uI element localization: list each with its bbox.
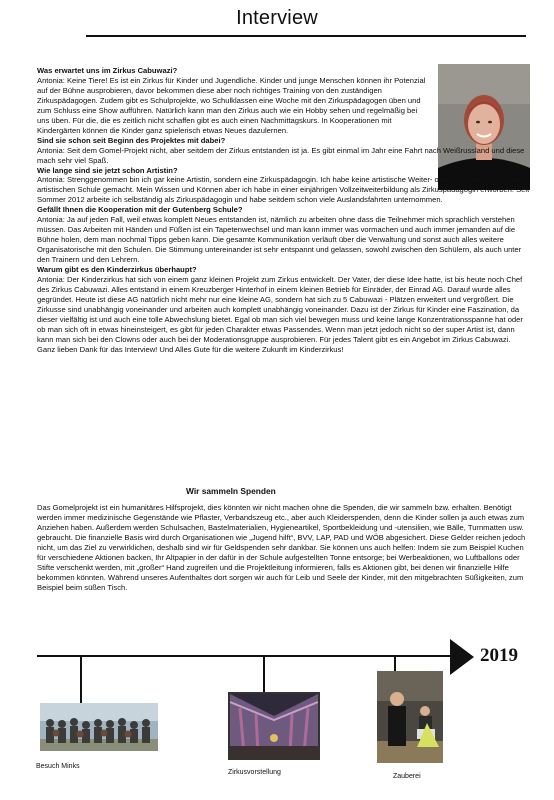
- qa-section: [37, 205, 531, 265]
- timeline-connector: [394, 657, 396, 671]
- question-heading: Wie lange sind sie jetzt schon Artistin?: [37, 165, 178, 175]
- qa-section: [37, 265, 531, 355]
- photo-besuch-minks: [40, 703, 158, 751]
- donations-text: Das Gomelprojekt ist ein humanitäres Hilfsprojekt, dies könnten wir nicht machen ohne die Spenden, die wir sammeln bzw. erhalten. Benötigt werden immer medizinische Gegenstände wie Pflaster, Verbandszeug etc., aber auch Kleiderspenden, denn die Kinder sollen ja auch etwas zum Anziehen haben. Außerdem werden Schulsachen, Bastelmaterialien, Hygieneartikel, Sportbekleidung und -utensilien, wie Bälle, Turnmatten usw. gebraucht. Die finanzielle Basis wird durch Organisationen wie „Jugend hilft“, BVV, LAP, PAD und WÖB abgesichert. Diese Gelder reichen jedoch nicht, um das Ziel zu verwirklichen, deshalb sind wir für Geldspenden sehr dankbar. Sie können uns auch helfen: Indem sie zum Beispiel Kuchen für verschiedene Aktionen backen, Ihr Altpapier in der dafür in der Schule aufgestellten Tonne entsorge; bei Werbeaktionen, wo Luftballons oder Stifte verschenkt werden, mit „großer“ Hand zugreifen und die Projektleitung informieren, falls es Aktionen gibt, bei denen wir finanzielle Hilfe bekommen könnten. Während unseres Aufenthaltes dort sorgen wir auch für Leib und Seele der Kinder, mit den mitgebrachten Süßigkeiten, zum Beispiel beim süßen Tisch.: [37, 503, 526, 592]
- question-heading: Was erwartet uns im Zirkus Cabuwazi?: [37, 66, 178, 75]
- photo-zirkusvorstellung: [228, 692, 320, 760]
- photo-zauberei: [377, 671, 443, 763]
- question-heading: Warum gibt es den Kinderzirkus überhaupt?: [37, 265, 197, 275]
- donations-heading: Wir sammeln Spenden: [186, 486, 276, 496]
- qa-section: [37, 66, 427, 136]
- title-underline: [86, 35, 526, 37]
- answer-text: Antonia: Seit dem Gomel-Projekt nicht, aber seitdem der Zirkus entstanden ist ja. Es gibt einmal im Jahr eine Fahrt nach Weißrussland und diese mach sehr viel Spaß.: [37, 145, 525, 165]
- caption-zirkusvorstellung: Zirkusvorstellung: [228, 769, 281, 776]
- answer-text: Antonia: Keine Tiere! Es ist ein Zirkus für Kinder und Jugendliche. Kinder und junge Menschen können ihr Potenzial auf der Bühne ausprobieren, davor bekommen diese aber noch richtiges Training von den zuständigen Zirkuspädagogen. Zudem gibt es Schulprojekte, wo Schulklassen eine Woche mit den Zirkuspädagogen üben und zum Schluss eine Show aufführen. Natürlich kann man den Zirkus auch wie ein Hobby sehen und regelmäßig bei uns üben. Für die, die es zeitlich nicht schaffen gibt es auch einen Nachmittagskurs. In Kooperationen mit Kindergärten können die Kinder ganz spielerisch etwas Neues dazulernen.: [37, 75, 426, 135]
- timeline-connector: [80, 657, 82, 704]
- question-heading: Sind sie schon seit Beginn des Projektes mit dabei?: [37, 135, 226, 145]
- question-heading: Gefällt Ihnen die Kooperation mit der Gutenberg Schule?: [37, 205, 243, 215]
- caption-zauberei: Zauberei: [393, 773, 421, 780]
- qa-section: [37, 136, 531, 166]
- answer-text: Antonia: Der Kinderzirkus hat sich von einem ganz kleinen Projekt zum Zirkus entwickelt. Der Vater, der diese Idee hatte, ist bis heute noch Chef des Zirkus Cabuwazi. Alles entstand in einem Kreuzberger Hinterhof in einem kleinen Betrieb für Einräder, der Einrad AG. Darauf wurde alles gegründet. Heute ist diese AG natürlich nicht mehr nur eine kleine AG, sondern hat sich zu 5 Cabuwazi - Plätzen erweitert und vergrößert. Die Zirkusse sind unabhängig voneinander und arbeiten auch komplett unabhängig voneinander. Dazu ist der Zirkus für Kinder eine Faszination, da dieser vielfältig ist und auch eine tolle Abwechslung bietet. Egal ob man sich viel bewegen muss und keine lange Konzentrationsspanne hat oder ob man sich oft in etwas hineinsteigert, es gibt für jeden Charakter etwas Passendes. Wenn man jetzt jedoch nicht so der super Artist ist, dann kann man sich bei den Clowns oder auch bei der Moderationsgruppe ausprobieren. Für jedes Talent gibt es ein Angebot im Zirkus Cabuwazi.: [37, 275, 523, 344]
- timeline-connector: [263, 657, 265, 693]
- caption-besuch-minks: Besuch Minks: [36, 763, 80, 770]
- page-title: Interview: [236, 7, 318, 29]
- qa-section: [37, 166, 531, 206]
- answer-text: Antonia: Ja auf jeden Fall, weil etwas komplett Neues entstanden ist, nämlich zu arbeiten ohne dass die Teilnehmer mich sprachlich verstehen müssen. Das Arbeiten mit Händen und Füßen ist ein Tapetenwechsel und man kann immer was vormachen und auch immer jemanden auf die Bühne holen, dem man nochmal Tipps geben kann. Die gesamte Kommunikation verläuft über die Verwaltung und sonst auch alles weitere Organisatorische mit den Schulen. Die Stimmung untereinander ist sehr entspannt und gelassen, sowohl zwischen den Schülern, als auch unter den Trainern und den Lehrern.: [37, 215, 522, 265]
- timeline-arrow-icon: [450, 639, 474, 675]
- closing-thanks: Ganz lieben Dank für das Interview! Und Alles Gute für die weitere Zukunft im Kinderzirkus!: [37, 344, 344, 354]
- answer-text: Antonia: Strenggenommen bin ich gar keine Artistin, sondern eine Zirkuspädagogin. Ich habe keine artistische Weiter- oder Ausbildung an einer artistischen Schule gemacht. Mein Wissen und Können aber ich habe in einer einjährigen Vollzeitweiterbildung als Zirkuspädagogin erworben. Seit Sommer 2012 arbeite ich selbständig als Zirkuspädagogin und habe seitdem schon viele Auslandsfahrten unternommen.: [37, 175, 530, 205]
- timeline-line: [37, 655, 454, 657]
- timeline-year: 2019: [480, 645, 518, 666]
- interview-article: [37, 66, 531, 355]
